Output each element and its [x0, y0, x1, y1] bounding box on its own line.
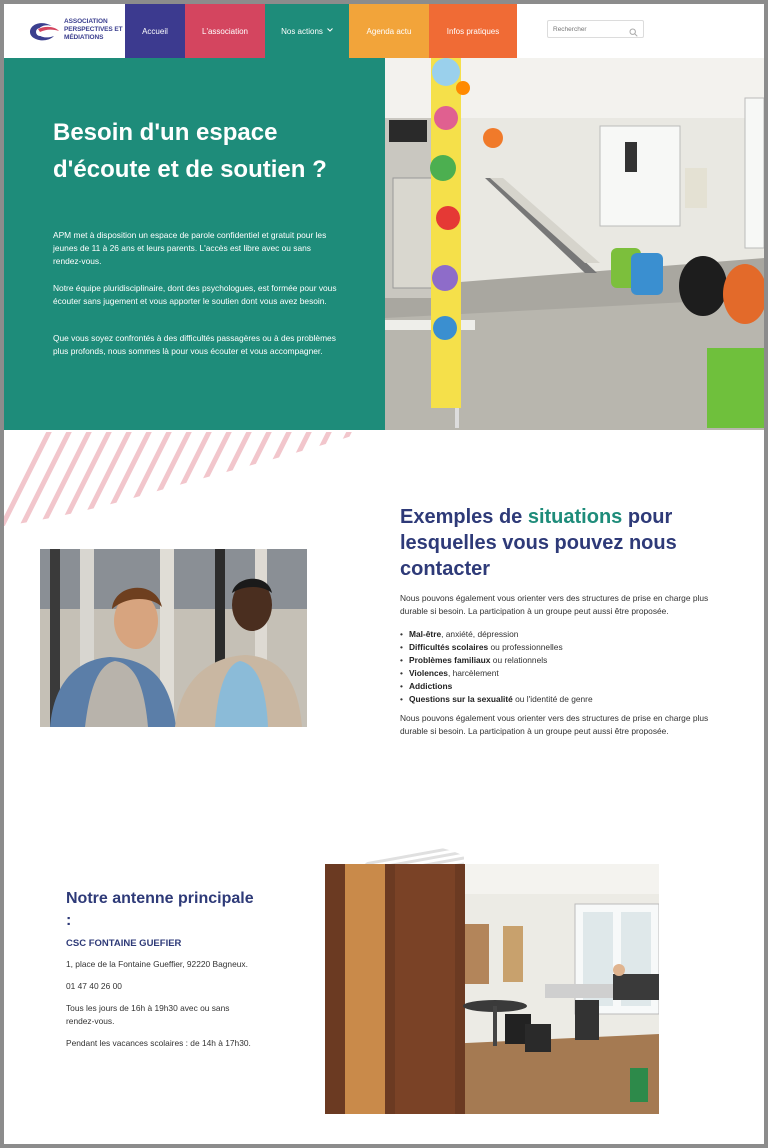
site-logo[interactable]	[26, 12, 126, 52]
antenne-address: 1, place de la Fontaine Gueffier, 92220 Bagneux.	[66, 959, 248, 969]
item-bold: Problèmes familiaux	[409, 655, 491, 665]
list-item	[400, 693, 710, 706]
situations-section	[400, 504, 710, 738]
situations-outro: Nous pouvons également vous orienter vers des structures de prise en charge plus durable si besoin. La participation à un groupe peut aussi être proposée.	[400, 713, 709, 736]
hero-paragraph: Notre équipe pluridisciplinaire, dont des psychologues, est formée pour vous écouter sans jugement et vous apporter le soutien dont vous avez besoin.	[53, 283, 337, 306]
hero-paragraph: APM met à disposition un espace de parole confidentiel et gratuit pour les jeunes de 11 à 26 ans et leurs parents. L'accès est libre avec ou sans rendez-vous.	[53, 230, 327, 266]
antenne-name: CSC FONTAINE GUEFIER	[66, 938, 182, 949]
logo-line: MÉDIATIONS	[64, 34, 104, 41]
decorative-stripes	[4, 432, 364, 532]
hero-title: Besoin d'un espace d'écoute et de soutien ?	[53, 119, 327, 183]
list-item	[400, 680, 710, 693]
nav-agenda-actu[interactable]	[349, 4, 429, 58]
item-bold: Mal-être	[409, 629, 442, 639]
item-bold: Violences	[409, 668, 448, 678]
logo-text	[64, 18, 122, 42]
nav-nos-actions[interactable]	[265, 4, 349, 58]
hero-panel	[4, 58, 385, 430]
list-item	[400, 641, 710, 654]
page	[4, 4, 764, 1144]
list-item	[400, 628, 710, 641]
logo-line: PERSPECTIVES ET	[64, 26, 123, 33]
logo-mark-icon	[26, 18, 62, 42]
nav-infos-pratiques[interactable]	[429, 4, 517, 58]
nav-label: L'association	[202, 26, 248, 36]
item-bold: Questions sur la sexualité	[409, 694, 513, 704]
item-rest: , harcèlement	[447, 668, 499, 678]
search-box	[547, 20, 644, 38]
list-item	[400, 667, 710, 680]
title-highlight: situations	[527, 506, 623, 528]
teens-photo	[40, 549, 307, 727]
search-input[interactable]	[553, 24, 623, 35]
nav-association[interactable]	[185, 4, 265, 58]
nav-label: Nos actions	[281, 26, 323, 36]
nav-accueil[interactable]	[125, 4, 185, 58]
search-icon[interactable]	[629, 24, 638, 42]
nav-label: Accueil	[142, 26, 168, 36]
situations-list	[400, 628, 710, 706]
antenne-phone[interactable]: 01 47 40 26 00	[66, 981, 122, 991]
antenne-section	[66, 888, 256, 1050]
chevron-down-icon	[327, 28, 333, 34]
item-rest: ou professionnelles	[488, 642, 563, 652]
list-item	[400, 654, 710, 667]
antenne-hours: Tous les jours de 16h à 19h30 avec ou sans rendez-vous.	[66, 1003, 230, 1026]
logo-line: ASSOCIATION	[64, 18, 108, 25]
item-rest: ou relationnels	[490, 655, 548, 665]
office-photo	[325, 864, 659, 1114]
item-bold: Addictions	[409, 681, 453, 691]
situations-title	[400, 504, 710, 582]
nav-label: Agenda actu	[366, 26, 412, 36]
nav-label: Infos pratiques	[446, 26, 500, 36]
item-rest: ou l'identité de genre	[512, 694, 593, 704]
antenne-title: Notre antenne principale :	[66, 890, 254, 929]
item-rest: , anxiété, dépression	[441, 629, 519, 639]
hero-paragraph: Que vous soyez confrontés à des difficultés passagères ou à des problèmes plus profonds, nous sommes là pour vous écouter et vous accompagner.	[53, 333, 336, 356]
antenne-holidays: Pendant les vacances scolaires : de 14h à 17h30.	[66, 1038, 251, 1048]
item-bold: Difficultés scolaires	[409, 642, 489, 652]
situations-intro: Nous pouvons également vous orienter vers des structures de prise en charge plus durable si besoin. La participation à un groupe peut aussi être proposée.	[400, 593, 709, 616]
hero-photo-hall	[385, 58, 764, 430]
title-part: Exemples de	[400, 506, 528, 528]
site-header	[4, 4, 764, 58]
title-part: pour lesquelles vous pouvez nous contacter	[400, 506, 677, 580]
main-nav	[125, 4, 517, 58]
